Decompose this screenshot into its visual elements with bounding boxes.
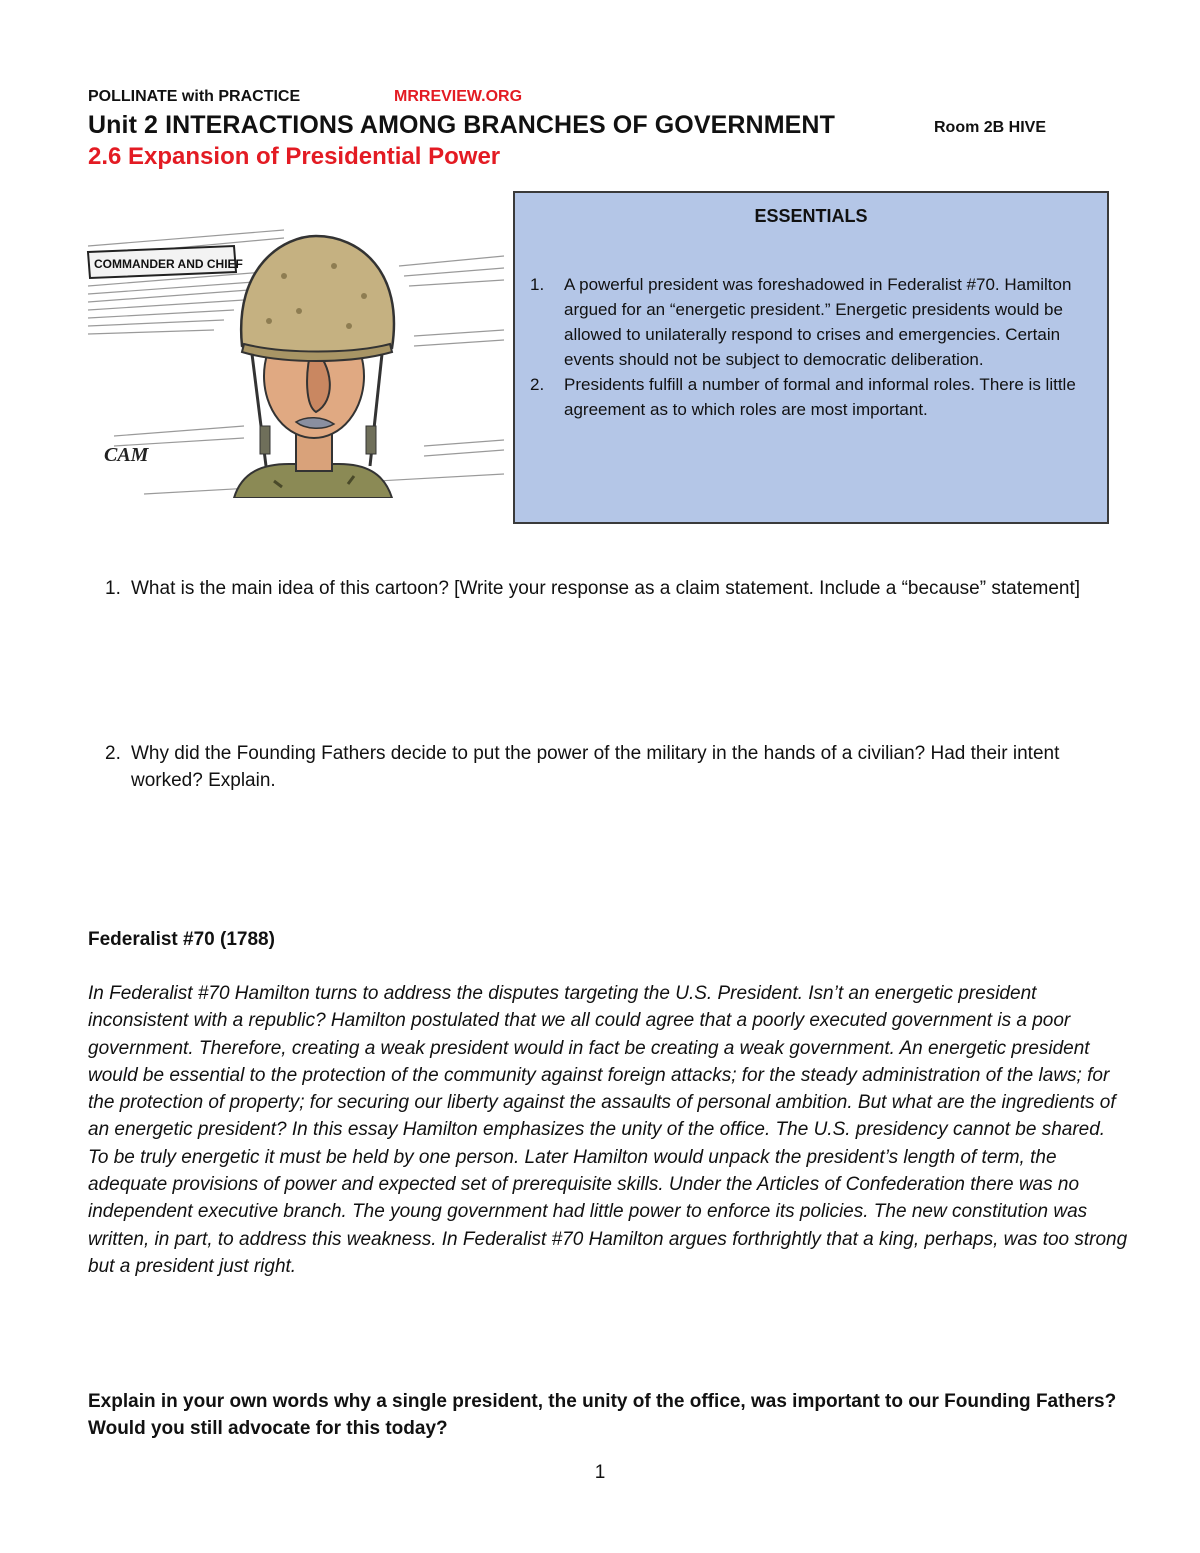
- commander-cartoon: [84, 226, 510, 498]
- question-1: [105, 575, 1115, 602]
- essentials-item-text: Presidents fulfill a number of formal and informal roles. There is little agreement as to which roles are most important.: [564, 375, 1076, 419]
- lesson-title: 2.6 Expansion of Presidential Power: [88, 143, 501, 170]
- essentials-list: [530, 272, 1100, 422]
- sign-text: COMMANDER AND CHIEF: [94, 257, 243, 271]
- site-link[interactable]: MRREVIEW.ORG: [394, 88, 523, 105]
- course-label: POLLINATE with PRACTICE: [88, 88, 301, 105]
- question-number: 2.: [105, 743, 121, 764]
- essentials-item-text: A powerful president was foreshadowed in Federalist #70. Hamilton argued for an “energetic president.” Energetic presidents would be allowed to unilaterally respond to crises and emergencies. Certain events should not be subject to democratic deliberation.: [564, 275, 1072, 369]
- soldier-figure: [234, 236, 394, 498]
- essentials-heading: ESSENTIALS: [754, 206, 868, 226]
- federalist-heading: Federalist #70 (1788): [88, 929, 275, 950]
- question-text: What is the main idea of this cartoon? [Write your response as a claim statement. Include a “because” statement]: [131, 578, 1081, 599]
- essentials-item: [530, 272, 1100, 372]
- essentials-item-number: 1.: [530, 275, 545, 294]
- page-number: 1: [594, 1462, 606, 1483]
- cartoonist-signature: CAM: [104, 444, 149, 466]
- header-line: [88, 88, 523, 106]
- question-number: 1.: [105, 578, 121, 599]
- commander-sign: [88, 246, 243, 278]
- question-2: [105, 740, 1115, 794]
- essentials-box: [513, 191, 1109, 524]
- essentials-item-number: 2.: [530, 375, 545, 394]
- question-text: Why did the Founding Fathers decide to put the power of the military in the hands of a civilian? Had their intent worked? Explain.: [131, 743, 1060, 791]
- explain-prompt: Explain in your own words why a single president, the unity of the office, was important to our Founding Fathers? Would you still advocate for this today?: [88, 1391, 1117, 1439]
- room-label: Room 2B HIVE: [934, 119, 1047, 136]
- unit-title: Unit 2 INTERACTIONS AMONG BRANCHES OF GOVERNMENT: [88, 111, 835, 139]
- federalist-paragraph: In Federalist #70 Hamilton turns to address the disputes targeting the U.S. President. Isn’t an energetic president inconsistent with a republic? Hamilton postulated that we all could agree that a poorly executed government is a poor government. Therefore, creating a weak president would in fact be creating a weak government. An energetic president would be essential to the protection of the community against foreign attacks; for the steady administration of the laws; for the protection of property; for securing our liberty against the assaults of personal ambition. But what are the ingredients of an energetic president? In this essay Hamilton emphasizes the unity of the office. The U.S. presidency cannot be shared. To be truly energetic it must be held by one person. Later Hamilton would unpack the president’s length of term, the adequate provisions of power and expected set of prerequisite skills. Under the Articles of Confederation there was no independent executive branch. The young government had little power to enforce its policies. The new constitution was written, in part, to address this weakness. In Federalist #70 Hamilton argues forthrightly that a king, perhaps, was too strong but a president just right.: [88, 983, 1128, 1277]
- essentials-item: [530, 372, 1100, 422]
